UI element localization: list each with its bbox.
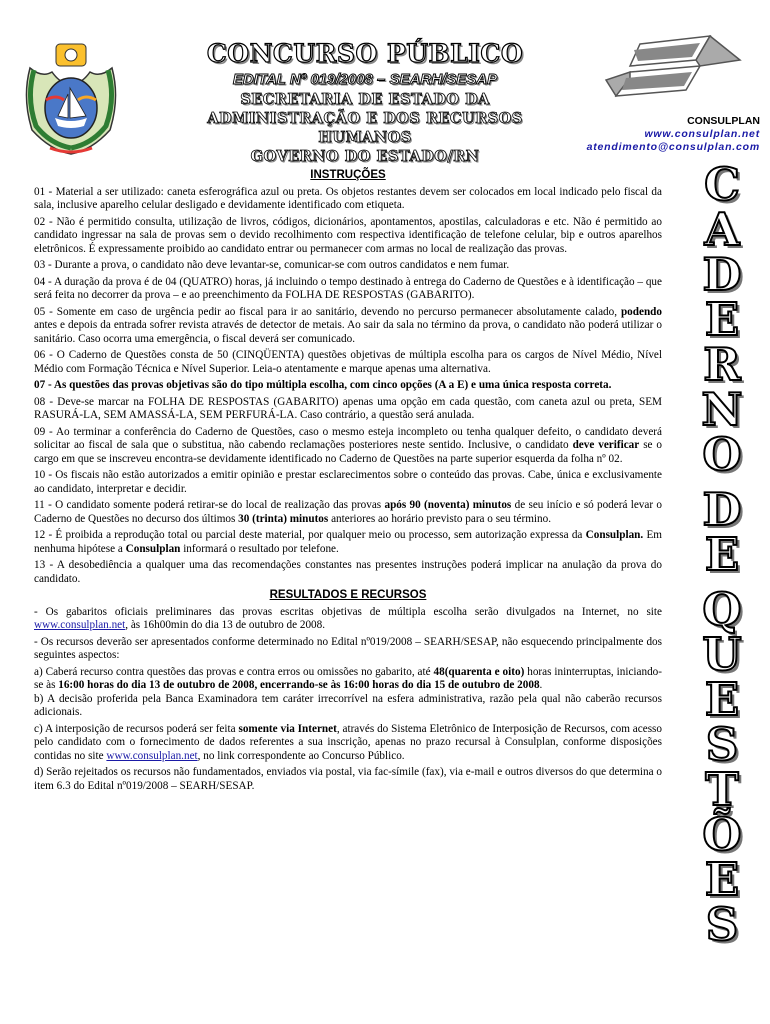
results-p1 (34, 606, 662, 633)
header-line-4: GOVERNO DO ESTADO/RN (250, 148, 480, 165)
results-item-a (34, 666, 662, 693)
results-item-c (34, 723, 662, 764)
results-site-link[interactable]: www.consulplan.net (34, 619, 126, 631)
vertical-letter: E (704, 528, 740, 581)
instruction-01: 01 - Material a ser utilizado: caneta esferográfica azul ou preta. Os objetos restantes devem ser colocados em local indicado pelo fiscal da sala, inclusive aparelho celular desligado e devidamente identificado com etiqueta. (34, 185, 662, 211)
vertical-letter: E (704, 673, 740, 726)
vertical-title-caderno-de-questoes (682, 158, 762, 1012)
results-title: RESULTADOS E RECURSOS (269, 589, 427, 601)
instruction-11 (34, 499, 662, 526)
vertical-letter: D (702, 248, 742, 301)
instruction-10: 10 - Os fiscais não estão autorizados a emitir opinião e prestar esclarecimentos sobre o conteúdo das provas. Cabe, única e exclusivamente ao candidato, interpretar e decidir. (34, 469, 662, 495)
vertical-letter: D (702, 483, 742, 536)
instruction-02: 02 - Não é permitido consulta, utilização de livros, códigos, dicionários, apontamentos, apostilas, calculadoras e etc. Não é permitido ao candidato ingressar na sala de provas sem o devido recolhimento com respectiva identificação de telefone celular, bip e outros aparelhos eletrônicos. É expressamente proibido ao candidato entrar ou permanecer com armas no local de realização das provas. (34, 215, 662, 255)
contact-info (560, 115, 760, 154)
instruction-11-bold2: 30 (trinta) minutos (238, 512, 329, 525)
instruction-12-part2: Em nenhuma hipótese a (34, 529, 663, 555)
org-name: CONSULPLAN (687, 115, 760, 127)
edital-number: EDITAL Nº 019/2008 – SEARH/SESAP (232, 71, 498, 88)
header-line-2: ADMINISTRAÇÃO E DOS RECURSOS (207, 110, 523, 127)
instruction-03: 03 - Durante a prova, o candidato não deve levantar-se, comunicar-se com outros candidatos e nem fumar. (34, 259, 510, 271)
instructions-body (34, 167, 662, 796)
item-c-end: , no link correspondente ao Concurso Público. (197, 749, 405, 762)
item-a-part1: a) Caberá recurso contra questões das provas e contra erros ou omissões no gabarito, até (34, 665, 431, 678)
vertical-letter: Q (702, 583, 742, 636)
results-p2: - Os recursos deverão ser apresentados conforme determinado no Edital nº019/2008 – SEARH/SESAP, não esquecendo principalmente dos seguintes aspectos: (34, 635, 662, 661)
instruction-11-part1: 11 - O candidato somente poderá retirar-se do local de realização das provas (34, 499, 382, 511)
exam-header (170, 40, 560, 166)
item-a-bold2: 16:00 horas do dia 13 de outubro de 2008, encerrando-se às 16:00 horas do dia 15 de outubro de 2008 (58, 679, 540, 691)
vertical-letter: R (703, 338, 741, 391)
results-item-d: d) Serão rejeitados os recursos não fundamentados, enviados via postal, via fac-símile (fax), via e-mail e outros diversos do que determina o item 6.3 do Edital nº019/2008 – SEARH/SESAP. (34, 766, 662, 792)
vertical-letter: T (705, 763, 739, 816)
item-a-end: . (539, 679, 543, 691)
vertical-letter: N (701, 383, 743, 436)
instruction-05 (34, 306, 662, 347)
vertical-letter: A (704, 203, 740, 256)
vertical-letter: Õ (702, 808, 742, 861)
header-line-3: HUMANOS (318, 129, 412, 146)
instruction-12-part1: 12 - É proibida a reprodução total ou parcial deste material, por qualquer meio ou processo, sem autorização expressa da (34, 529, 583, 541)
instruction-09-rest: se o cargo em que se inscreveu encontra-se devidamente identificado no Caderno de Questões na parte superior esquerda da folha nº 02. (34, 439, 663, 465)
instruction-11-part3: anteriores ao horário previsto para o seu término. (331, 512, 552, 525)
instruction-09-part: 09 - Ao terminar a conferência do Caderno de Questões, caso o mesmo esteja incompleto ou tenha qualquer defeito, o candidato deverá solicitar ao fiscal de sala que o substitua, não cabendo reclamações posteriores neste sentido. Inclusive, o candidato (34, 425, 662, 451)
vertical-letter: E (704, 293, 740, 346)
website-link[interactable]: www.consulplan.net (644, 128, 760, 140)
vertical-letter: C (704, 158, 740, 211)
item-c-site-link[interactable]: www.consulplan.net (106, 749, 198, 762)
vertical-letter: S (705, 898, 739, 951)
instruction-04: 04 - A duração da prova é de 04 (QUATRO) horas, já incluindo o tempo destinado à entrega do Caderno de Questões e à identificação – que será feita no decorrer da prova – e ao preenchimento da FOLHA DE RESPOSTAS (GABARITO). (34, 275, 662, 301)
instruction-07-text: 07 - As questões das provas objetivas são do tipo múltipla escolha, com cinco opções (A a E) e uma única resposta correta. (34, 379, 612, 391)
item-c-bold: somente via Internet (238, 722, 337, 735)
item-a-part2: horas ininterruptas, iniciando-se às (34, 665, 662, 691)
results-item-b: b) A decisão proferida pela Banca Examinadora tem caráter irrecorrível na esfera administrativa, razão pela qual não caberão recursos adicionais. (34, 692, 662, 718)
consulplan-logo (600, 30, 750, 110)
vertical-letter: E (704, 853, 740, 906)
state-coat-of-arms (20, 38, 122, 158)
header-line-1: SECRETARIA DE ESTADO DA (240, 91, 490, 108)
instruction-06: 06 - O Caderno de Questões consta de 50 (CINQÜENTA) questões objetivas de múltipla escolha para os cargos de Nível Médio, Nível Médio com Formação Técnica e Nível Superior. Leia-o atentamente e marque apenas uma alternativa. (34, 349, 662, 375)
instruction-09-bold: deve verificar (572, 439, 640, 451)
instruction-08: 08 - Deve-se marcar na FOLHA DE RESPOSTAS (GABARITO) apenas uma opção em cada questão, com caneta azul ou preta, SEM RASURÁ-LA, SEM AMASSÁ-LA, SEM PERFURÁ-LA. Caso contrário, a questão será anulada. (34, 395, 662, 421)
instruction-11-bold1: após 90 (noventa) minutos (384, 499, 512, 511)
email-link[interactable]: atendimento@consulplan.com (586, 141, 760, 153)
instruction-12 (34, 529, 662, 556)
instruction-07 (34, 379, 662, 393)
vertical-letter: S (705, 718, 739, 771)
instruction-05-part: 05 - Somente em caso de urgência pedir ao fiscal para ir ao sanitário, devendo no percurso permanecer absolutamente calado, (34, 305, 618, 318)
instruction-05-rest: antes e depois da entrada sofrer revista através de detector de metais. Ao sair da sala no término da prova, o candidato não poderá utilizar o sanitário. Caso ocorra uma emergência, o fiscal deverá ser comunicado. (34, 319, 662, 345)
instruction-05-bold: podendo (620, 305, 662, 318)
vertical-letter: U (702, 628, 742, 681)
instruction-11-part2: de seu início e só poderá levar o Caderno de Questões no decurso dos últimos (34, 499, 662, 525)
item-a-bold1: 48(quarenta e oito) (433, 665, 525, 678)
vertical-letter: O (702, 428, 742, 481)
results-p1-rest: , às 16h00min do dia 13 de outubro de 2008. (125, 619, 326, 631)
results-p1-text: - Os gabaritos oficiais preliminares das provas escritas objetivas de múltipla escolha serão divulgados na Internet, no site (34, 605, 662, 618)
instructions-title: INSTRUÇÕES (310, 169, 386, 181)
exam-title: CONCURSO PÚBLICO (206, 39, 524, 68)
instruction-12-bold1: Consulplan. (585, 529, 644, 541)
instruction-12-part3: informará o resultado por telefone. (183, 542, 339, 555)
instruction-09 (34, 426, 662, 467)
instruction-13: 13 - A desobediência a qualquer uma das recomendações constantes nas presentes instruções poderá implicar na anulação da prova do candidato. (34, 559, 662, 585)
item-c-part1: c) A interposição de recursos poderá ser feita (34, 722, 236, 735)
instruction-12-bold2: Consulplan (125, 542, 181, 555)
item-c-part2: , através do Sistema Eletrônico de Interposição de Recursos, com acesso pelo candidato com o fornecimento de dados referentes a sua inscrição, apenas no prazo recursal à Consulplan, conforme disposições contidas no site (34, 722, 663, 762)
